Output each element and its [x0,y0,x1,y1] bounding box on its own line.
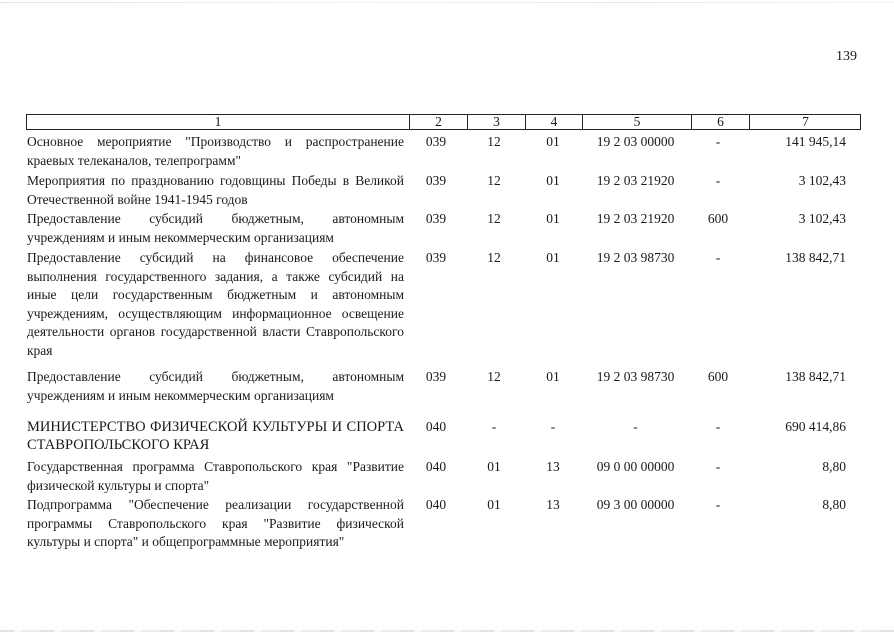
cell-expense-type: - [715,250,721,265]
cell-section: - [491,419,497,434]
table-header-row [26,114,861,130]
row-description: Предоставление субсидий бюджетным, автономным учреждениям и иным некоммерческим организациям [27,211,404,245]
cell-amount: 8,80 [822,459,846,474]
cell-target-item: 19 2 03 21920 [596,173,675,188]
cell-ministry-code: 039 [425,369,447,384]
cell-subsection: 01 [546,369,560,384]
cell-ministry-code: 039 [425,211,447,226]
cell-subsection: 01 [546,134,560,149]
cell-target-item: 09 0 00 00000 [596,459,675,474]
cell-section: 12 [487,134,501,149]
cell-expense-type: - [715,134,721,149]
cell-section: 12 [487,250,501,265]
cell-target-item: 19 2 03 98730 [596,250,675,265]
cell-amount: 3 102,43 [798,211,846,226]
cell-expense-type: 600 [707,369,729,384]
cell-target-item: 09 3 00 00000 [596,497,675,512]
row-description: Подпрограмма "Обеспечение реализации государственной программы Ставропольского края "Развитие физической культуры и спорта" и общепрограммные мероприятия" [27,497,404,549]
page-number: 139 [836,49,857,64]
cell-expense-type: - [715,497,721,512]
cell-ministry-code: 040 [425,497,447,512]
cell-amount: 138 842,71 [785,250,846,265]
cell-ministry-code: 039 [425,134,447,149]
cell-subsection: - [550,419,556,434]
cell-ministry-code: 040 [425,419,447,434]
header-col-5: 5 [582,115,691,129]
cell-ministry-code: 039 [425,173,447,188]
row-description: Мероприятия по празднованию годовщины Победы в Великой Отечественной войне 1941-1945 годов [27,173,404,207]
row-description: МИНИСТЕРСТВО ФИЗИЧЕСКОЙ КУЛЬТУРЫ И СПОРТА СТАВРОПОЛЬСКОГО КРАЯ [27,419,404,453]
cell-target-item: 19 2 03 98730 [596,369,675,384]
row-description: Предоставление субсидий на финансовое обеспечение выполнения государственного задания, а также субсидий на иные цели государственным бюджетным и автономным учреждениям, осуществляющим информационное освещение деятельности органов государственной власти Ставропольского края [27,250,404,358]
cell-section: 01 [487,459,501,474]
cell-expense-type: 600 [707,211,729,226]
cell-amount: 3 102,43 [798,173,846,188]
row-description: Основное мероприятие "Производство и распространение краевых телеканалов, телепрограмм" [27,134,404,168]
cell-subsection: 13 [546,459,560,474]
header-col-3: 3 [467,115,525,129]
cell-subsection: 01 [546,250,560,265]
cell-section: 12 [487,369,501,384]
cell-subsection: 01 [546,211,560,226]
cell-target-item: - [633,419,638,434]
cell-expense-type: - [715,173,721,188]
scan-edge-top [0,2,894,3]
cell-section: 01 [487,497,501,512]
cell-section: 12 [487,211,501,226]
cell-amount: 141 945,14 [785,134,846,149]
cell-subsection: 01 [546,173,560,188]
header-col-4: 4 [525,115,582,129]
cell-expense-type: - [715,419,721,434]
header-col-6: 6 [691,115,749,129]
row-description: Предоставление субсидий бюджетным, автономным учреждениям и иным некоммерческим организациям [27,369,404,403]
header-col-7: 7 [749,115,861,129]
cell-expense-type: - [715,459,721,474]
cell-ministry-code: 039 [425,250,447,265]
cell-ministry-code: 040 [425,459,447,474]
cell-amount: 138 842,71 [785,369,846,384]
header-col-1: 1 [214,114,222,129]
cell-target-item: 19 2 03 00000 [596,134,675,149]
scan-edge-bottom [0,630,894,632]
cell-section: 12 [487,173,501,188]
row-description: Государственная программа Ставропольского края "Развитие физической культуры и спорта" [27,459,404,493]
header-col-2: 2 [409,115,467,129]
cell-amount: 8,80 [822,497,846,512]
cell-target-item: 19 2 03 21920 [596,211,675,226]
cell-subsection: 13 [546,497,560,512]
cell-amount: 690 414,86 [785,419,846,434]
